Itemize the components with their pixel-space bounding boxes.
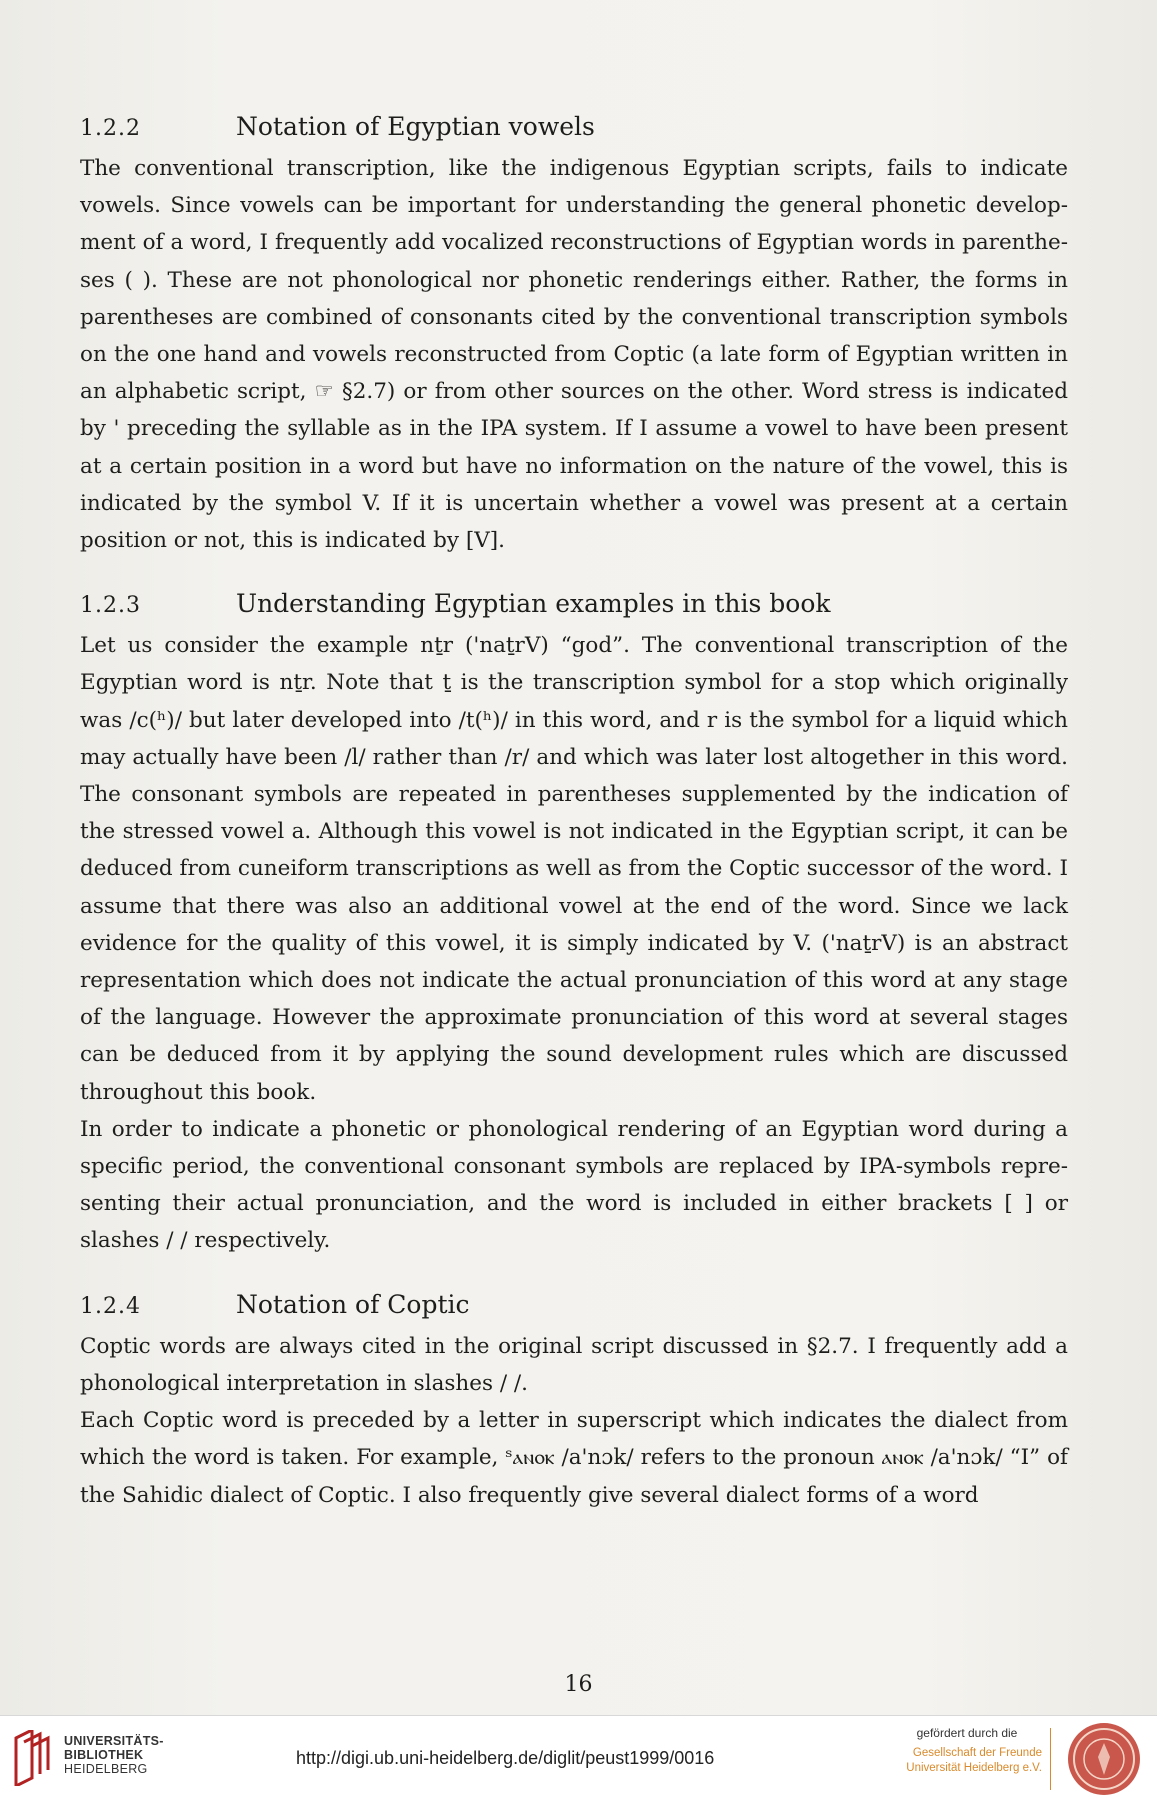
library-name xyxy=(64,1734,164,1776)
library-name-line: BIBLIOTHEK xyxy=(64,1748,144,1762)
library-name-line: HEIDELBERG xyxy=(64,1762,148,1776)
digitization-footer xyxy=(0,1715,1157,1801)
section-title: Notation of Egyptian vowels xyxy=(236,112,595,141)
paragraph: The conventional transcription, like the indigenous Egyptian scripts, fails to indicate vowels. Since vowels can be important for understanding the general phonetic development of a word, I frequently add vocalized reconstructions of Egyptian words in parentheses ( ). These are not phonological nor phonetic renderings either. Rather, the forms in parentheses are combined of consonants cited by the conventional transcription symbols on the one hand and vowels reconstructed from Coptic (a late form of Egyptian written in an alphabetic script, ☞ §2.7) or from other sources on the other. Word stress is indicated by ' preceding the syllable as in the IPA system. If I assume a vowel to have been present at a certain position in a word but have no information on the nature of the vowel, this is indicated by the symbol V. If it is uncertain whether a vowel was present at a certain position or not, this is indicated by [V]. xyxy=(80,156,1068,554)
section-title: Understanding Egyptian examples in this book xyxy=(236,589,831,619)
page-number: 16 xyxy=(564,1672,593,1697)
section-heading xyxy=(80,108,1068,150)
page-content xyxy=(80,108,1068,1514)
university-seal-icon xyxy=(1066,1721,1142,1797)
sponsor-block xyxy=(892,1726,1042,1776)
footer-divider xyxy=(1050,1728,1051,1790)
funded-by-label: gefördert durch die xyxy=(916,1726,1018,1740)
section-heading xyxy=(80,1286,1068,1328)
library-name-line: UNIVERSITÄTS- xyxy=(64,1734,164,1748)
paragraph: Coptic words are always cited in the original script discussed in §2.7. I frequently add a phonological interpretation in slashes / /. xyxy=(80,1333,1068,1396)
section-number: 1.2.4 xyxy=(80,1293,141,1319)
digital-copy-link[interactable]: http://digi.ub.uni-heidelberg.de/diglit/peust1999/0016 xyxy=(296,1748,715,1768)
paragraph: In order to indicate a phonetic or phonological rendering of an Egyptian word during a specific period, the conventional consonant symbols are replaced by IPA-symbols representing their actual pronunciation, and the word is included in either brackets [ ] or slashes / / respectively. xyxy=(80,1116,1068,1254)
society-name: Gesellschaft der Freunde xyxy=(912,1747,1042,1759)
paragraph: Let us consider the example nṯr ('naṯrV) “god”. The conventional transcription of the Egyptian word is nṯr. Note that ṯ is the transcription symbol for a stop which originally was /c(ʰ)/ but later developed into /t(ʰ)/ in this word, and r is the symbol for a liquid which may actually have been /l/ rather than /r/ and which was later lost altogether in this word. The consonant symbols are repeated in parentheses supplemented by the indication of the stressed vowel a. Although this vowel is not indicated in the Egyptian script, it can be deduced from cuneiform transcriptions as well as from the Coptic successor of the word. I assume that there was also an additional vowel at the end of the word. Since we lack evidence for the quality of this vowel, it is simply indicated by V. ('naṯrV) is an abstract representation which does not indicate the actual pronunciation of this word at any stage of the language. However the approximate pronunciation of this word at several stages can be deduced from it by applying the sound development rules which are discussed throughout this book. xyxy=(80,633,1068,1105)
society-name: Universität Heidelberg e.V. xyxy=(906,1762,1042,1774)
section-heading xyxy=(80,585,1068,627)
section-number: 1.2.3 xyxy=(80,593,141,619)
university-library-logo-icon xyxy=(12,1730,52,1786)
section-title: Notation of Coptic xyxy=(236,1289,470,1319)
section-number: 1.2.2 xyxy=(80,116,141,141)
paragraph: Each Coptic word is preceded by a letter in superscript which indicates the dialect from which the word is taken. For example, ˢⲁⲛⲟⲕ /a'nɔk/ refers to the pronoun ⲁⲛⲟⲕ /a'nɔk/ “I” of the Sahidic dialect of Coptic. I also frequently give several dialect forms of a word xyxy=(80,1408,1068,1508)
